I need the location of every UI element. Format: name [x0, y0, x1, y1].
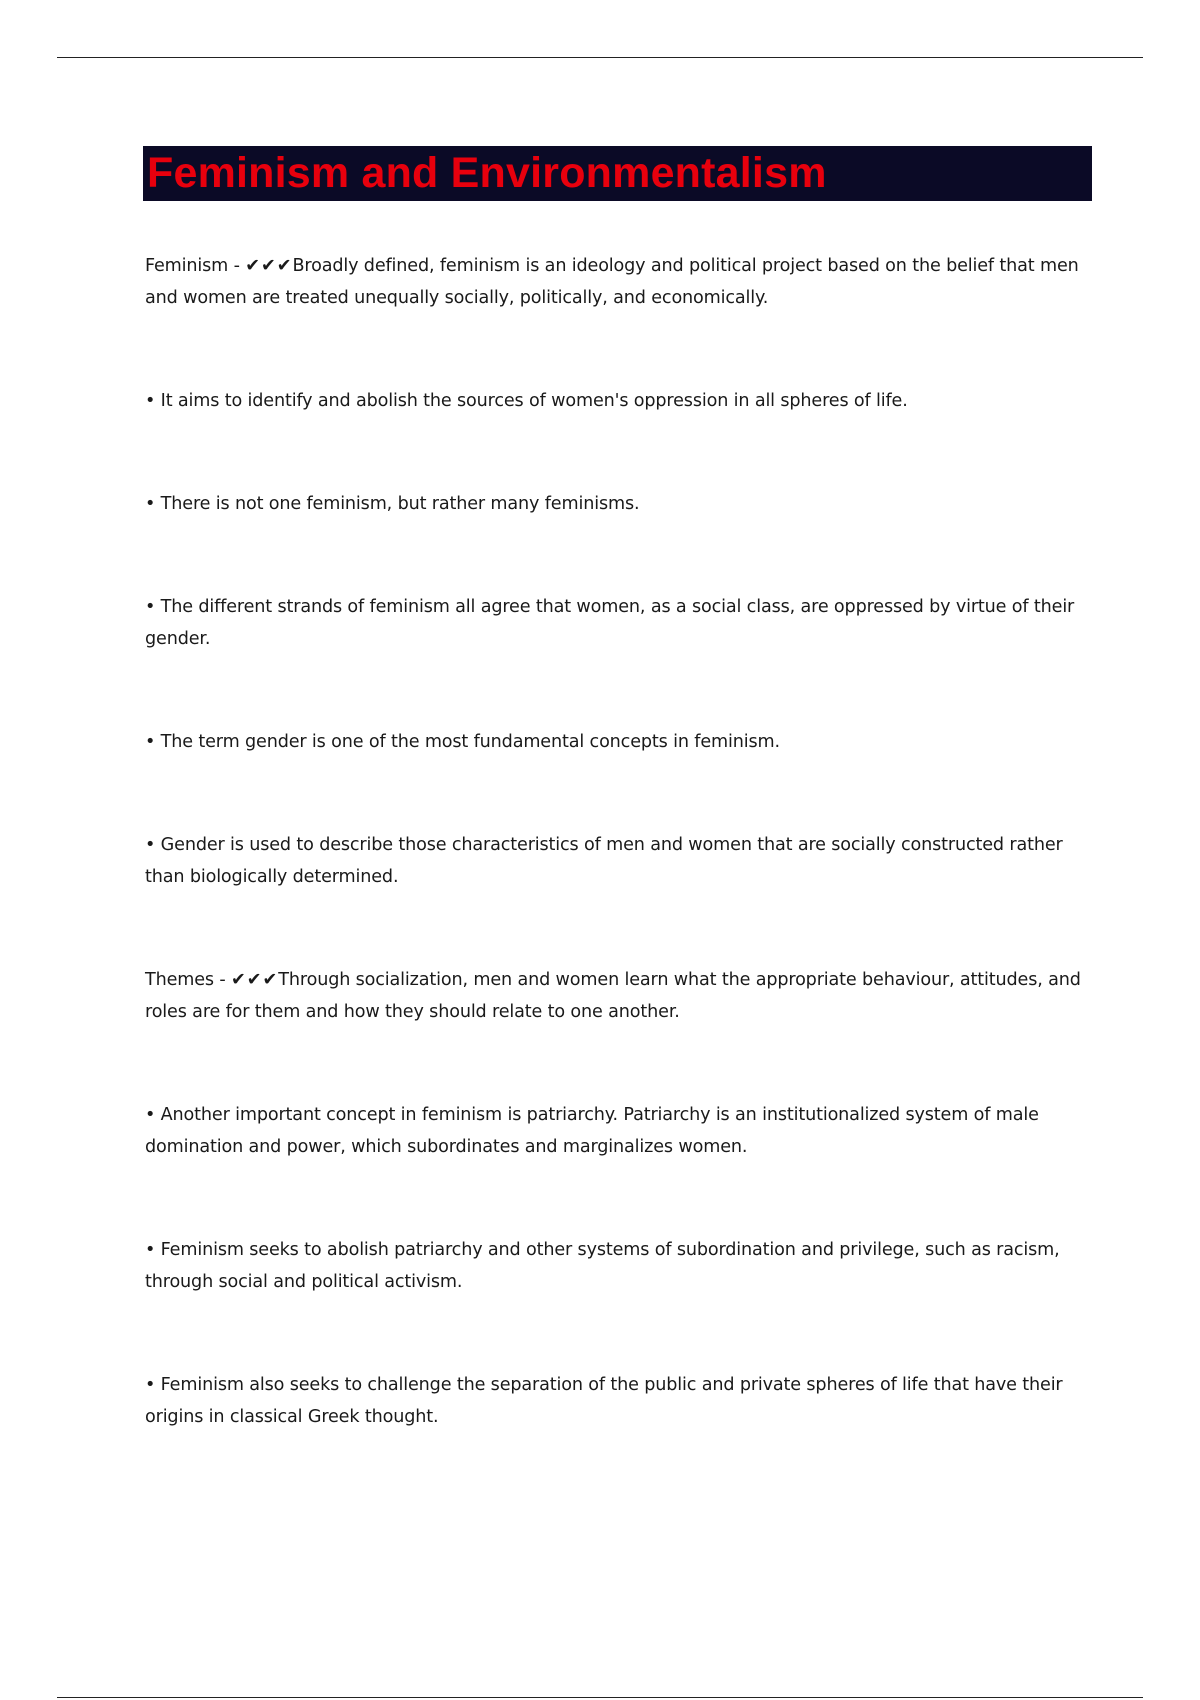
entry-term: Themes - — [145, 970, 232, 990]
bullet-item: • Feminism also seeks to challenge the separation of the public and private spheres of life that have their origins in classical Greek thought. — [145, 1375, 1063, 1427]
checkmarks-icon: ✔✔✔ — [245, 256, 293, 276]
entry-text: Through socialization, men and women learn what the appropriate behaviour, attitudes, and roles are for them and how they should relate to one another. — [145, 970, 1081, 1022]
entry-feminism — [145, 250, 1095, 314]
bullet-item: • Feminism seeks to abolish patriarchy and other systems of subordination and privilege, such as racism, through social and political activism. — [145, 1240, 1060, 1292]
title-banner — [143, 146, 1092, 201]
entry-text: Broadly defined, feminism is an ideology and political project based on the belief that men and women are treated unequally socially, politically, and economically. — [145, 256, 1079, 308]
bullet-item: • The different strands of feminism all agree that women, as a social class, are oppressed by virtue of their gender. — [145, 597, 1075, 649]
checkmarks-icon: ✔✔✔ — [231, 970, 279, 990]
bottom-rule — [57, 1697, 1143, 1698]
bullet-item: • There is not one feminism, but rather many feminisms. — [145, 494, 640, 514]
bullet-item: • It aims to identify and abolish the sources of women's oppression in all spheres of life. — [145, 391, 908, 411]
bullet-item: • Another important concept in feminism is patriarchy. Patriarchy is an institutionalized system of male domination and power, which subordinates and marginalizes women. — [145, 1105, 1039, 1157]
document-title: Feminism and Environmentalism — [147, 149, 827, 197]
top-rule — [57, 57, 1143, 58]
bullet-item: • Gender is used to describe those characteristics of men and women that are socially constructed rather than biologically determined. — [145, 835, 1063, 887]
bullet-item: • The term gender is one of the most fundamental concepts in feminism. — [145, 732, 780, 752]
entry-themes — [145, 964, 1095, 1028]
entry-term: Feminism - — [145, 256, 246, 276]
document-body — [145, 250, 1095, 1504]
